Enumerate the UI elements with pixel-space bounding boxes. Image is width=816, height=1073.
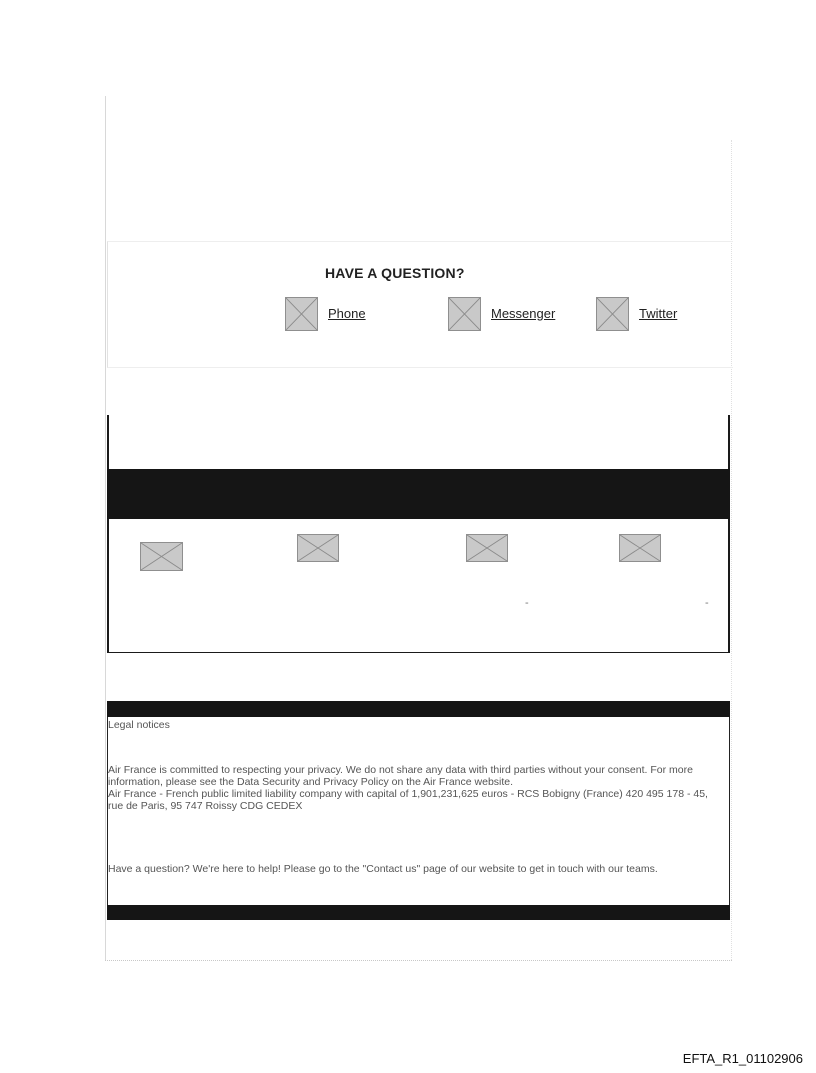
separator-dash: - [705,597,709,609]
messenger-link[interactable]: Messenger [491,306,556,321]
social-icon-3[interactable] [466,534,508,562]
company-info: Air France - French public limited liability company with capital of 1,901,231,625 euros - RCS Bobigny (France) 420 495 178 - 45, rue de Paris, 95 747 Roissy CDG CEDEX [108,788,708,812]
document-id: EFTA_R1_01102906 [682,1051,803,1066]
separator-dash: - [525,597,529,609]
messenger-icon[interactable] [448,297,481,331]
contact-notice: Have a question? We're here to help! Please go to the "Contact us" page of our website to get in touch with our teams. [108,863,658,875]
question-title: HAVE A QUESTION? [325,265,465,281]
social-icon-2[interactable] [297,534,339,562]
social-header-band [107,469,730,519]
page-frame-left [105,96,106,960]
phone-icon[interactable] [285,297,318,331]
legal-footer-band [107,905,730,920]
twitter-link[interactable]: Twitter [639,306,678,321]
question-section [107,241,733,368]
social-icon-1[interactable] [140,542,183,571]
phone-link[interactable]: Phone [328,306,366,321]
twitter-icon[interactable] [596,297,629,331]
legal-heading: Legal notices [108,719,170,731]
privacy-notice: Air France is committed to respecting your privacy. We do not share any data with third parties without your consent. For more information, please see the Data Security and Privacy Policy on the Air France website. [108,764,693,788]
page-frame-bottom [105,960,732,961]
social-icon-4[interactable] [619,534,661,562]
legal-header-band [107,701,730,717]
